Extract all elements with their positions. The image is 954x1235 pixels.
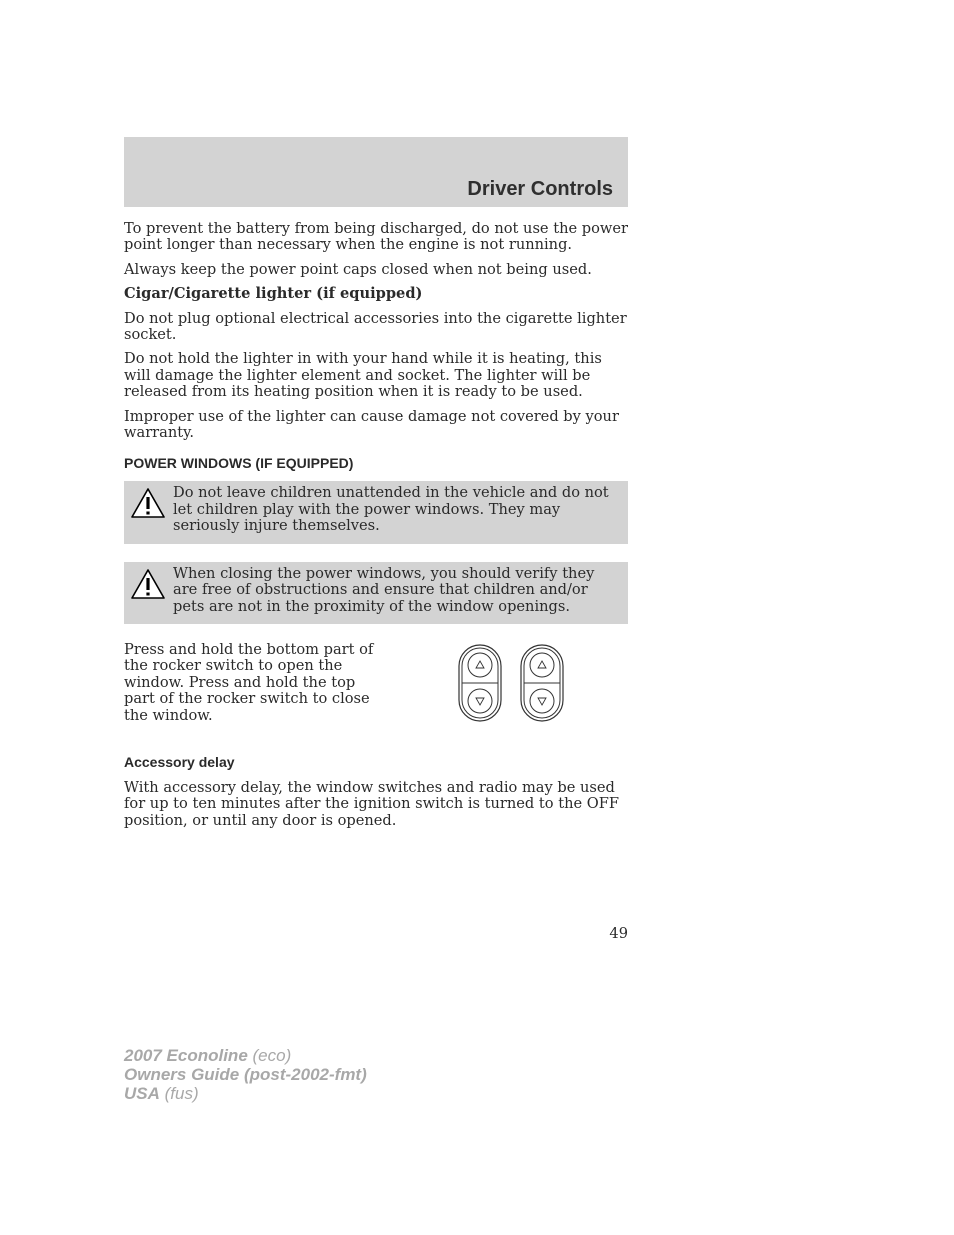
lighter-heading: Cigar/Cigarette lighter (if equipped) (124, 285, 423, 303)
paragraph-battery: To prevent the battery from being discharged, do not use the power point longer than necessary when the engine is not running. (124, 220, 628, 254)
window-rocker-switch-illustration (454, 643, 574, 723)
footer-model: 2007 Econoline (124, 1046, 248, 1065)
section-header-band (124, 137, 628, 207)
paragraph-lighter-accessories: Do not plug optional electrical accessories into the cigarette lighter socket. (124, 309, 627, 344)
footer-market-code: (fus) (164, 1084, 199, 1103)
rocker-switch-right (521, 645, 563, 721)
warning-box-obstructions (124, 562, 628, 624)
warning-box-children (124, 481, 628, 543)
document-footer (124, 1046, 367, 1103)
paragraph-accessory-delay: With accessory delay, the window switches and radio may be used for up to ten minutes after the ignition switch is turned to the OFF position, or until any door is opened. (124, 778, 619, 829)
switch-instructions: Press and hold the bottom part of the rocker switch to open the window. Press and hold the top part of the rocker switch to close the window. (124, 640, 374, 724)
warning-text-obstructions: When closing the power windows, you should verify they are free of obstructions and ensure that children and/or pets are not in the proximity of the window openings. (173, 564, 595, 615)
footer-line-1 (124, 1046, 367, 1065)
footer-guide: Owners Guide (post-2002-fmt) (124, 1065, 367, 1084)
section-title: Driver Controls (467, 178, 613, 200)
footer-market: USA (124, 1084, 160, 1103)
power-windows-heading: POWER WINDOWS (IF EQUIPPED) (124, 455, 354, 472)
footer-line-2 (124, 1065, 367, 1084)
paragraph-caps: Always keep the power point caps closed when not being used. (124, 260, 592, 278)
page-content (124, 221, 628, 837)
rocker-switch-left (459, 645, 501, 721)
paragraph-lighter-warranty: Improper use of the lighter can cause damage not covered by your warranty. (124, 407, 619, 442)
warning-triangle-icon (130, 487, 166, 519)
window-switch-section (124, 642, 628, 740)
page-number: 49 (609, 925, 628, 942)
warning-text-children: Do not leave children unattended in the vehicle and do not let children play with the power windows. They may seriously injure themselves. (173, 484, 609, 535)
paragraph-lighter-hold: Do not hold the lighter in with your hand while it is heating, this will damage the lighter element and socket. The lighter will be released from its heating position when it is ready to be used. (124, 350, 602, 401)
warning-triangle-icon (130, 568, 166, 600)
footer-line-3 (124, 1084, 367, 1103)
footer-model-code: (eco) (252, 1046, 292, 1065)
accessory-delay-heading: Accessory delay (124, 753, 235, 770)
